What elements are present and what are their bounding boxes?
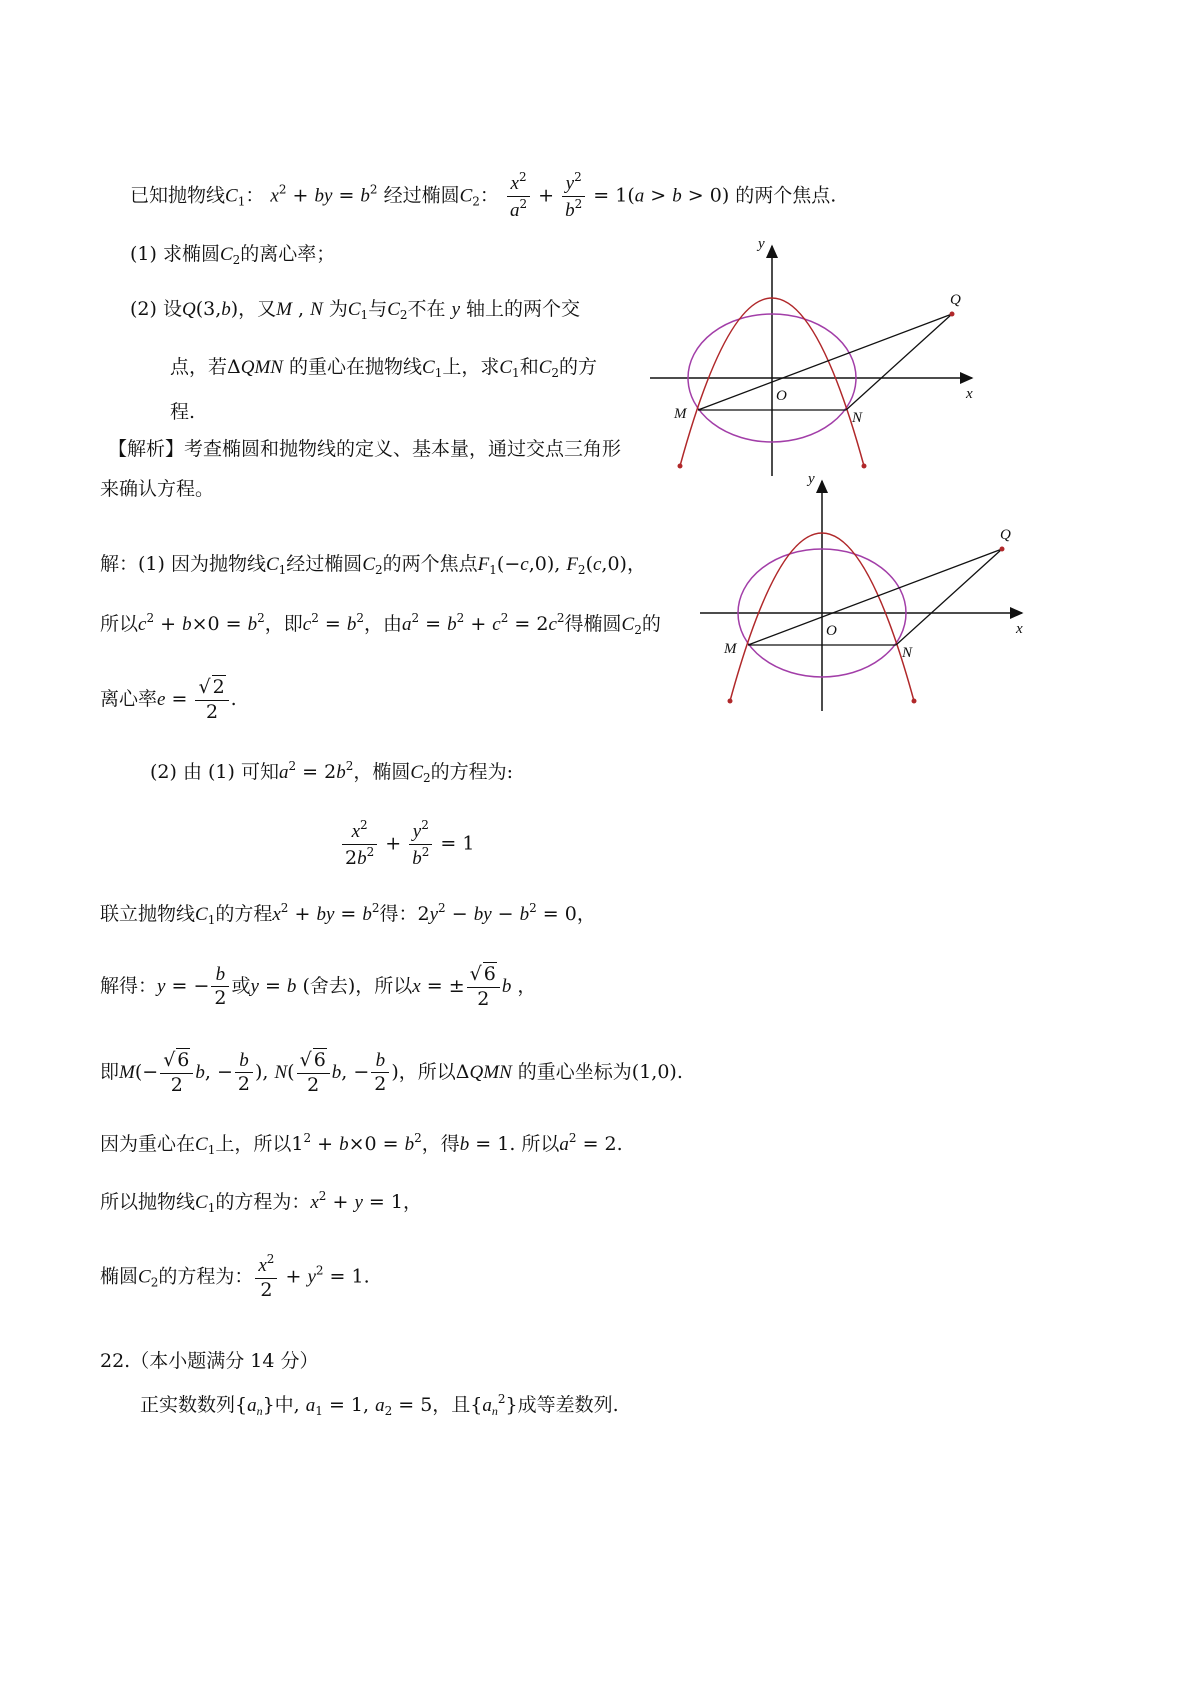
figure-1: [650, 240, 980, 480]
question-2-line-3: 程.: [170, 401, 196, 423]
question-2-line-2: 点，若ΔQMN 的重心在抛物线$C_1$上，求$C_1$和$C_2$的方: [170, 356, 598, 380]
solution-step-1: 解：(1) 因为抛物线$C_1$经过椭圆$C_2$的两个焦点$F_1(-c,0)$, $F_2(c,0)$，: [100, 553, 646, 577]
label-y: y: [758, 240, 765, 252]
question-1: (1) 求椭圆$C_2$的离心率；: [130, 243, 336, 267]
problem-intro: 已知抛物线$C_1$： $x^2$ + by = $b^2$ 经过椭圆$C_2$： $\frac{x^2}{a^2}$ + $\frac{y^2}{b^2}$ = 1(a > b > 0) 的两个焦点.: [130, 170, 837, 221]
label-x: x: [1016, 621, 1023, 637]
problem-22-header: 22.（本小题满分 14 分）: [100, 1350, 319, 1372]
solution-step-11: 椭圆$C_2$的方程为： $\frac{x^2}{2}$ + $y^2 = 1$.: [100, 1252, 370, 1301]
analysis-line-2: 来确认方程。: [100, 478, 215, 500]
label-n: N: [902, 645, 913, 661]
label-m: M: [674, 406, 687, 422]
solution-step-6: 联立抛物线$C_1$的方程$x^2$ + by = $b^2$得：$2y^2$ − by − $b^2 = 0$，: [100, 901, 596, 927]
question-2-line-1: (2) 设Q(3,b)，又M , N 为$C_1$与$C_2$不在 y 轴上的两个交: [130, 298, 581, 322]
label-q: Q: [950, 292, 961, 308]
label-n: N: [852, 410, 863, 426]
solution-step-9: 因为重心在$C_1$上，所以$1^2 + b\times 0 = b^2$，得b = 1. 所以$a^2 = 2$.: [100, 1131, 623, 1157]
label-q: Q: [1000, 527, 1011, 543]
segment-nq: [896, 549, 1002, 645]
segment-nq: [846, 314, 952, 410]
parabola-endpoint-right: [912, 699, 917, 704]
problem-22-body: 正实数数列$\{a_n\}$中, $a_1 = 1$, $a_2 = 5$，且$\{a_n^2\}$成等差数列.: [140, 1392, 619, 1418]
analysis-line-1: 【解析】考查椭圆和抛物线的定义、基本量，通过交点三角形: [108, 438, 622, 460]
parabola-endpoint-left: [728, 699, 733, 704]
solution-step-8: 即M(− $\frac{√ 6}{2}$ b, − $\frac{b}{2}$ ), N( $\frac{√ 6}{2}$ b, − $\frac{b}{2}$ )，所以ΔQMN 的重心坐标为(1,0).: [100, 1049, 683, 1096]
solution-step-2: 所以$c^2 + b\times 0 = b^2$，即$c^2 = b^2$，由$a^2 = b^2 + c^2 = 2c^2$得椭圆$C_2$的: [100, 611, 661, 637]
parabola-endpoint-left: [678, 464, 683, 469]
label-y: y: [808, 475, 815, 487]
label-origin: O: [776, 388, 787, 404]
solution-step-3: 离心率e = $\frac{√ 2}{2}$ .: [100, 676, 237, 723]
figure-2: [700, 475, 1030, 715]
solution-step-10: 所以抛物线$C_1$的方程为：$x^2 + y = 1$，: [100, 1189, 422, 1215]
label-origin: O: [826, 623, 837, 639]
label-x: x: [966, 386, 973, 402]
solution-step-4: (2) 由 (1) 可知$a^2 = 2b^2$，椭圆$C_2$的方程为:: [150, 759, 514, 785]
solution-step-7: 解得：y = − $\frac{b}{2}$ 或y = b (舍去)，所以x = ± $\frac{√ 6}{2}$ b ，: [100, 963, 537, 1010]
point-q: [1000, 547, 1005, 552]
point-q: [950, 312, 955, 317]
solution-step-5: $\frac{x^2}{2b^2}$ + $\frac{y^2}{b^2}$ = 1: [340, 818, 474, 871]
parabola-endpoint-right: [862, 464, 867, 469]
label-m: M: [724, 641, 737, 657]
